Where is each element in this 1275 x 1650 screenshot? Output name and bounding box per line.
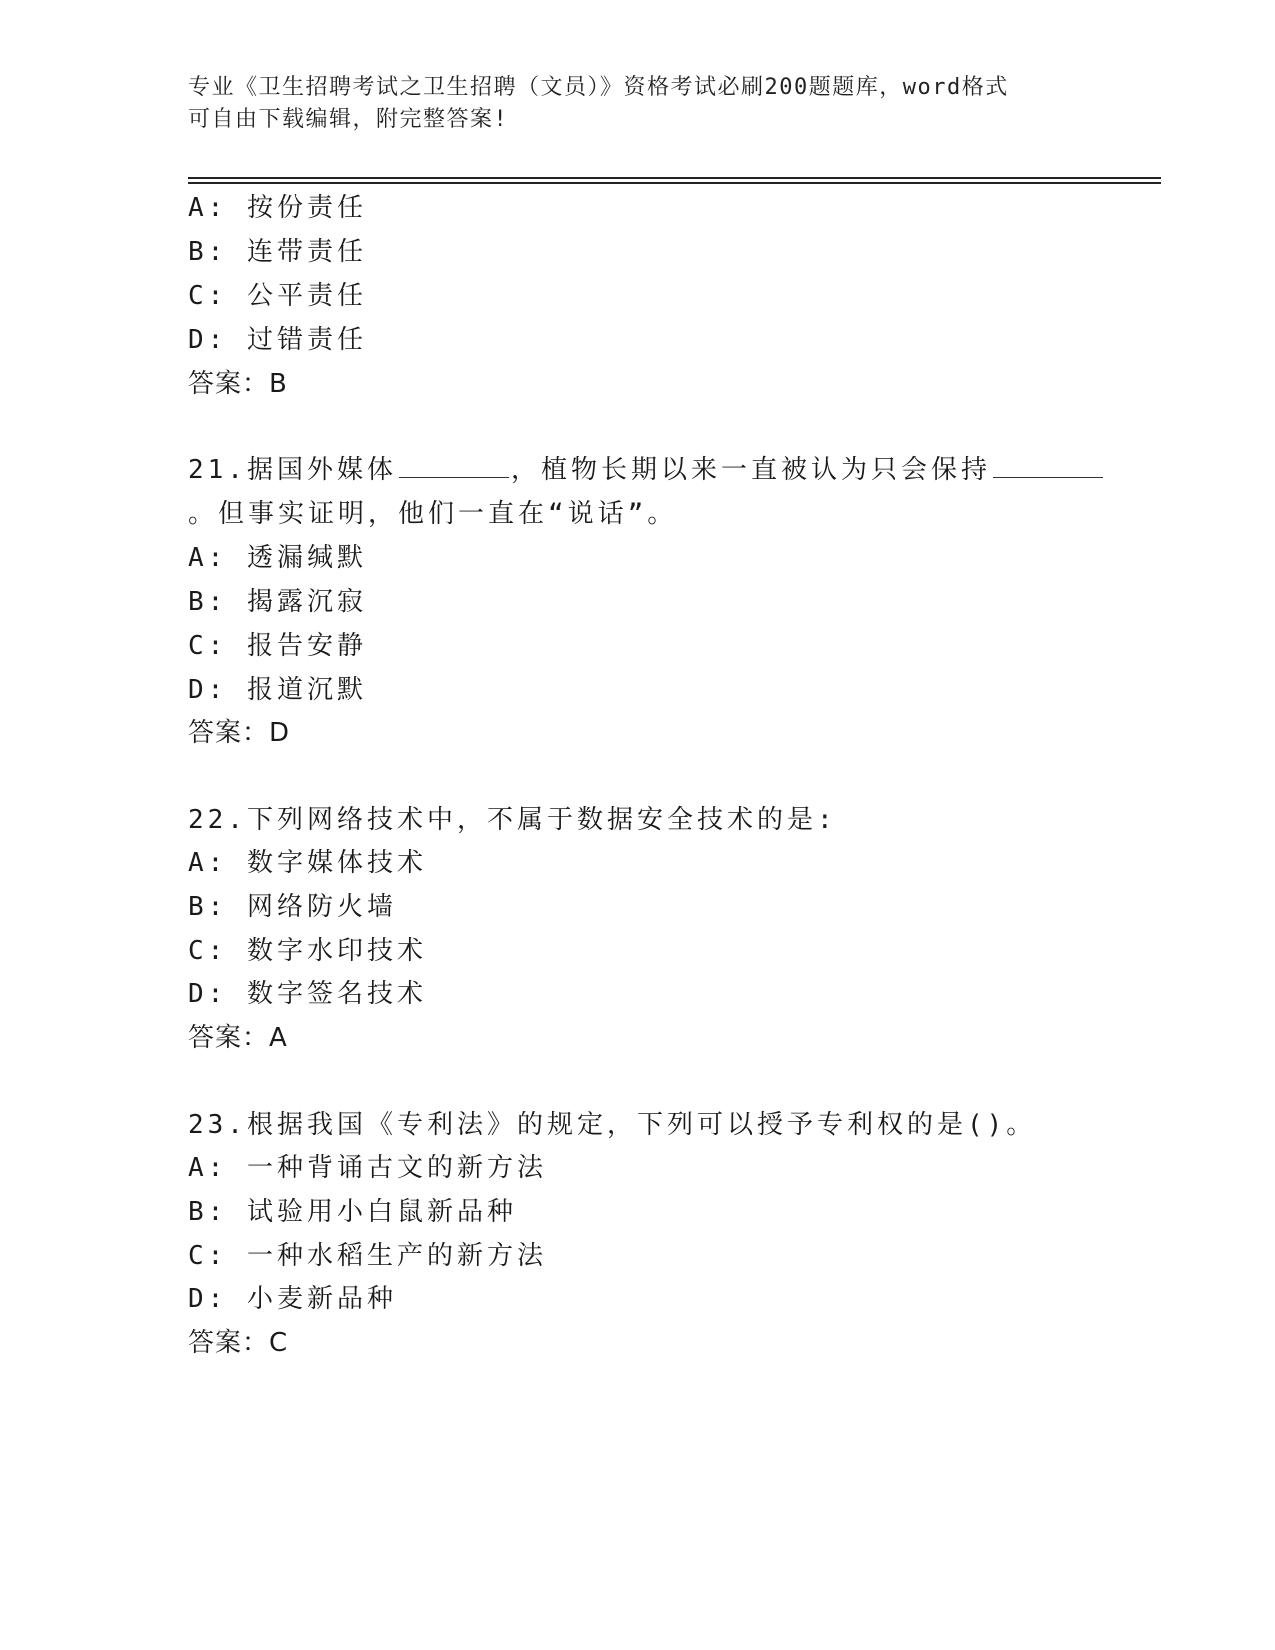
q22-option-b: B: 网络防火墙: [188, 892, 397, 922]
q21-stem-line2: 。但事实证明，他们一直在“说话”。: [188, 499, 678, 529]
q22-option-c: C: 数字水印技术: [188, 936, 427, 966]
q23-stem: 23.根据我国《专利法》的规定，下列可以授予专利权的是()。: [188, 1110, 1037, 1140]
q20-answer: 答案：B: [188, 369, 288, 399]
q21-blank-2: [993, 453, 1103, 478]
q21-option-c: C: 报告安静: [188, 631, 367, 661]
q21-blank-1: [399, 453, 509, 478]
q23-option-d: D: 小麦新品种: [188, 1284, 397, 1314]
header-line-1: 专业《卫生招聘考试之卫生招聘（文员）》资格考试必刷200题题库，word格式: [188, 75, 1009, 100]
q20-option-a: A: 按份责任: [188, 193, 367, 223]
header-rule-bottom: [188, 182, 1161, 184]
q23-option-c: C: 一种水稻生产的新方法: [188, 1241, 547, 1271]
q20-option-b: B: 连带责任: [188, 237, 367, 267]
q20-option-c: C: 公平责任: [188, 281, 367, 311]
q21-option-d: D: 报道沉默: [188, 675, 367, 705]
q23-option-b: B: 试验用小白鼠新品种: [188, 1197, 517, 1227]
document-header: [188, 72, 1088, 136]
q21-stem-part1: 21.据国外媒体: [188, 455, 397, 485]
q22-option-a: A: 数字媒体技术: [188, 848, 427, 878]
header-line-2: 可自由下载编辑，附完整答案!: [188, 107, 509, 132]
q23-answer: 答案：C: [188, 1328, 289, 1358]
q20-option-d: D: 过错责任: [188, 325, 367, 355]
q23-option-a: A: 一种背诵古文的新方法: [188, 1153, 547, 1183]
header-rule-top: [188, 177, 1161, 179]
q21-stem-part2: ，植物长期以来一直被认为只会保持: [510, 455, 991, 485]
q21-option-a: A: 透漏缄默: [188, 543, 367, 573]
q21-stem: [188, 452, 1105, 488]
q22-stem: 22.下列网络技术中，不属于数据安全技术的是:: [188, 805, 837, 835]
q22-answer: 答案：A: [188, 1023, 288, 1053]
q21-option-b: B: 揭露沉寂: [188, 587, 367, 617]
q22-option-d: D: 数字签名技术: [188, 979, 427, 1009]
q21-answer: 答案：D: [188, 718, 291, 748]
